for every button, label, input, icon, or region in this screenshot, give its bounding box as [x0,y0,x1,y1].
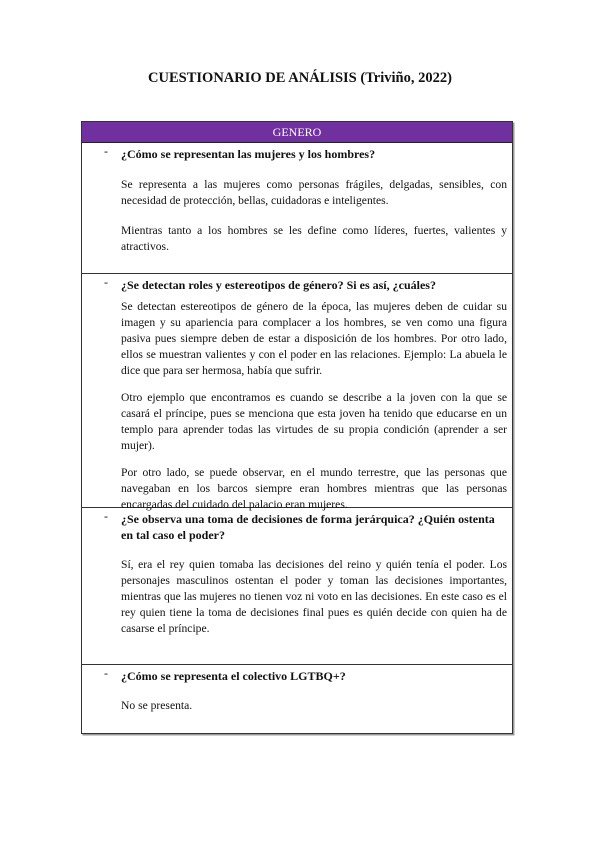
table-row-4 [82,665,512,733]
answer-paragraph: Por otro lado, se puede observar, en el mundo terrestre, que las personas que navegaban en los barcos siempre eran hombres mientras que las personas encargadas del cuidado del palacio eran mujeres. [121,466,507,511]
questionnaire-table [81,121,513,734]
bullet-dash: - [104,509,108,523]
answer-3 [82,543,512,637]
table-row-2 [82,274,512,511]
answer-paragraph: Se representa a las mujeres como personas frágiles, delgadas, sensibles, con necesidad de protección, bellas, cuidadoras e inteligentes. [121,178,507,207]
answer-paragraph: Mientras tanto a los hombres se les define como líderes, fuertes, valientes y atractivos. [121,224,507,253]
question-text: ¿Cómo se representan las mujeres y los hombres? [121,147,376,161]
answer-paragraph: Sí, era el rey quien tomaba las decisiones del reino y quién tenía el poder. Los personajes masculinos ostentan el poder y toman las decisiones importantes, mientras que las mujeres no tienen voz ni voto en las decisiones. En este caso es el rey quien tiene la toma de decisiones final pues es quién decide con quien ha de casarse el príncipe. [121,558,507,635]
question-2 [82,274,512,293]
question-text: ¿Cómo se representa el colectivo LGTBQ+? [121,669,346,683]
answer-4 [82,684,512,714]
answer-paragraph: Otro ejemplo que encontramos es cuando se describe a la joven con la que se casará el príncipe, pues se menciona que esta joven ha tenido que educarse en un templo para aprender todas las virtudes de su propia condición (aprender a ser mujer). [121,391,507,452]
table-row-1 [82,143,512,274]
table-row-3 [82,508,512,665]
bullet-dash: - [104,144,108,158]
question-3 [82,508,512,543]
table-header-genero: GENERO [82,122,512,143]
bullet-dash: - [104,275,108,289]
answer-1 [82,162,512,255]
question-1 [82,143,512,162]
bullet-dash: - [104,666,108,680]
question-text: ¿Se observa una toma de decisiones de forma jerárquica? ¿Quién ostenta en tal caso el poder? [121,512,495,542]
page-title: CUESTIONARIO DE ANÁLISIS (Triviño, 2022) [148,70,452,86]
answer-2 [82,293,512,513]
answer-paragraph: No se presenta. [121,699,193,712]
question-4 [82,665,512,684]
answer-paragraph: Se detectan estereotipos de género de la época, las mujeres deben de cuidar su imagen y su apariencia para complacer a los hombres, se ven como una figura pasiva pues siempre deben de estar a disposición de los hombres. Por otro lado, ellos se muestran valientes y con el poder en las relaciones. Ejemplo: La abuela le dice que para ser hermosa, había que sufrir. [121,300,507,377]
question-text: ¿Se detectan roles y estereotipos de género? Si es así, ¿cuáles? [121,278,436,292]
